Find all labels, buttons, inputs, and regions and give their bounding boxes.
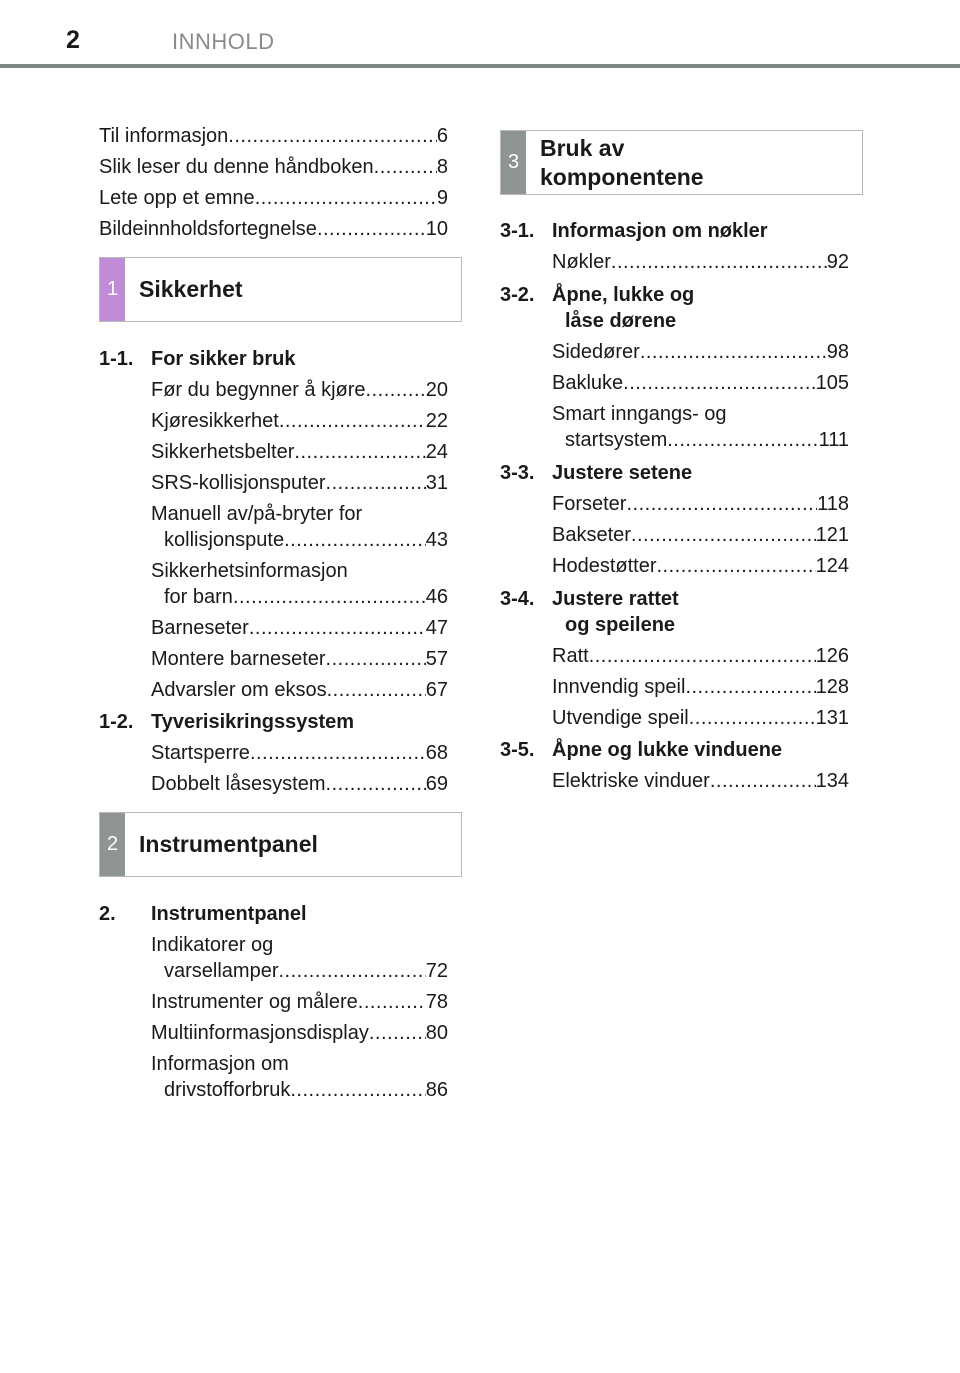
section-heading[interactable] (500, 218, 849, 244)
dot-leader (689, 705, 816, 731)
toc-entry[interactable] (552, 370, 849, 396)
chapter-number-stripe: 3 (501, 131, 526, 194)
toc-entry-text: Før du begynner å kjøre (151, 379, 366, 401)
toc-entry[interactable] (552, 491, 849, 517)
section-heading[interactable] (500, 460, 849, 486)
page-header (0, 0, 960, 68)
toc-entry[interactable] (151, 470, 448, 496)
toc-entry[interactable] (552, 522, 849, 548)
section-heading[interactable] (99, 346, 448, 372)
toc-entry-text: Sidedører (552, 341, 640, 363)
toc-entry-text-line1: Informasjon om (151, 1053, 289, 1075)
toc-entry[interactable] (552, 401, 849, 453)
dot-leader (656, 553, 815, 579)
chapter-title-line1: Bruk av (540, 134, 625, 161)
toc-entry[interactable] (151, 615, 448, 641)
toc-entry[interactable] (552, 674, 849, 700)
dot-leader (667, 427, 818, 453)
section-title-line2: og speilene (565, 614, 676, 636)
toc-entry[interactable] (99, 154, 448, 180)
toc-entry-text: Nøkler (552, 251, 611, 273)
toc-entry-page: 10 (425, 218, 448, 240)
toc-entry[interactable] (552, 643, 849, 669)
section-heading[interactable] (99, 901, 448, 927)
chapter-tab-2[interactable] (99, 812, 462, 877)
section-title: Informasjon om nøkler (552, 220, 768, 242)
toc-entry-page: 9 (436, 187, 448, 209)
toc-entry-page: 128 (815, 676, 849, 698)
toc-entry-text: Innvendig speil (552, 676, 686, 698)
toc-entry-page: 92 (826, 251, 849, 273)
toc-entry-page: 8 (436, 156, 448, 178)
toc-entry-page: 105 (815, 372, 849, 394)
page-number: 2 (66, 26, 80, 54)
chapter-tab-1[interactable] (99, 257, 462, 322)
dot-leader (228, 123, 437, 149)
toc-entry-page: 6 (436, 125, 448, 147)
toc-entry[interactable] (151, 677, 448, 703)
section-heading[interactable] (99, 709, 448, 735)
toc-entry-text: Advarsler om eksos (151, 679, 327, 701)
toc-entry[interactable] (151, 646, 448, 672)
section-title-line1: Justere rattet (552, 588, 679, 610)
dot-leader (249, 615, 426, 641)
chapter-title: Sikkerhet (139, 276, 243, 302)
chapter-number-stripe: 1 (100, 258, 125, 321)
section-number: 3-3. (500, 462, 535, 484)
dot-leader (366, 377, 426, 403)
section-heading[interactable] (500, 282, 849, 334)
toc-entry[interactable] (151, 932, 448, 984)
toc-entry-page: 57 (425, 648, 448, 670)
section-number: 1-2. (99, 711, 134, 733)
chapter-title-line2: komponentene (540, 163, 704, 190)
toc-entry[interactable] (151, 1020, 448, 1046)
dot-leader (623, 370, 815, 396)
section-number: 3-1. (500, 220, 535, 242)
toc-entry[interactable] (552, 339, 849, 365)
toc-entry[interactable] (552, 249, 849, 275)
dot-leader (326, 470, 426, 496)
toc-entry[interactable] (151, 501, 448, 553)
toc-entry-page: 111 (818, 429, 849, 451)
toc-entry[interactable] (151, 989, 448, 1015)
dot-leader (640, 339, 827, 365)
toc-entry-text: Til informasjon (99, 125, 229, 147)
toc-entry-text-line1: Manuell av/på-bryter for (151, 503, 363, 525)
section-title-line1: Åpne, lukke og (552, 284, 695, 306)
toc-entry[interactable] (99, 123, 448, 149)
toc-entry-page: 31 (425, 472, 448, 494)
toc-entry-page: 47 (425, 617, 448, 639)
dot-leader (255, 185, 437, 211)
toc-entry-page: 80 (425, 1022, 448, 1044)
section-heading[interactable] (500, 586, 849, 638)
toc-entry[interactable] (552, 768, 849, 794)
toc-entry-text: Bildeinnholdsfortegnelse (99, 218, 317, 240)
toc-entry-text: Bakluke (552, 372, 624, 394)
dot-leader (326, 646, 426, 672)
toc-entry-text: for barn (164, 586, 233, 608)
toc-entry[interactable] (99, 185, 448, 211)
dot-leader (374, 154, 437, 180)
toc-entry-page: 72 (425, 960, 448, 982)
toc-entry[interactable] (151, 1051, 448, 1103)
dot-leader (284, 527, 426, 553)
dot-leader (358, 989, 426, 1015)
dot-leader (369, 1020, 426, 1046)
dot-leader (317, 216, 426, 242)
toc-entry-text: Utvendige speil (552, 707, 689, 729)
section-heading[interactable] (500, 737, 849, 763)
dot-leader (250, 740, 426, 766)
toc-entry[interactable] (151, 771, 448, 797)
toc-entry-text-line1: Sikkerhetsinformasjon (151, 560, 348, 582)
toc-entry-text: kollisjonspute (164, 529, 285, 551)
toc-entry-text: Startsperre (151, 742, 250, 764)
toc-entry-page: 98 (826, 341, 849, 363)
dot-leader (626, 491, 817, 517)
dot-leader (327, 677, 426, 703)
toc-entry[interactable] (552, 553, 849, 579)
toc-entry[interactable] (151, 408, 448, 434)
section-title: For sikker bruk (151, 348, 296, 370)
dot-leader (290, 1077, 425, 1103)
toc-entry-text: Slik leser du denne håndboken (99, 156, 374, 178)
toc-entry-text: Lete opp et emne (99, 187, 255, 209)
dot-leader (278, 958, 425, 984)
toc-entry-text: drivstofforbruk (164, 1079, 291, 1101)
toc-entry-page: 68 (425, 742, 448, 764)
section-number: 3-4. (500, 588, 535, 610)
section-title-line2: låse dørene (565, 310, 677, 332)
toc-entry-page: 134 (815, 770, 849, 792)
section-title: Åpne og lukke vinduene (552, 739, 783, 761)
toc-entry-text: Dobbelt låsesystem (151, 773, 326, 795)
toc-entry-text: SRS-kollisjonsputer (151, 472, 326, 494)
toc-entry-text: Barneseter (151, 617, 249, 639)
toc-entry-page: 43 (425, 529, 448, 551)
dot-leader (710, 768, 816, 794)
toc-entry-text: Montere barneseter (151, 648, 326, 670)
toc-entry-page: 46 (425, 586, 448, 608)
section-title: Justere setene (552, 462, 693, 484)
toc-entry-text: Elektriske vinduer (552, 770, 710, 792)
toc-entry-text: Bakseter (552, 524, 631, 546)
section-title: Tyverisikringssystem (151, 711, 355, 733)
toc-entry-text: Multiinformasjonsdisplay (151, 1022, 369, 1044)
dot-leader (233, 584, 426, 610)
toc-entry[interactable] (99, 216, 448, 242)
toc-entry-page: 121 (815, 524, 849, 546)
toc-entry-page: 131 (815, 707, 849, 729)
toc-entry-text: Instrumenter og målere (151, 991, 358, 1013)
section-number: 2. (99, 903, 116, 925)
toc-entry-page: 118 (817, 493, 849, 515)
toc-entry-page: 78 (425, 991, 448, 1013)
section-number: 3-5. (500, 739, 535, 761)
toc-entry-text: Kjøresikkerhet (151, 410, 279, 432)
toc-entry-page: 20 (425, 379, 448, 401)
toc-entry-text: Ratt (552, 645, 589, 667)
toc-entry[interactable] (151, 558, 448, 610)
toc-entry-page: 69 (425, 773, 448, 795)
toc-entry-page: 124 (815, 555, 849, 577)
section-title: Instrumentpanel (151, 903, 307, 925)
toc-entry[interactable] (552, 705, 849, 731)
toc-entry-text-line1: Smart inngangs- og (552, 403, 727, 425)
chapter-number-stripe: 2 (100, 813, 125, 876)
dot-leader (279, 408, 426, 434)
toc-entry-text: startsystem (565, 429, 668, 451)
toc-entry-text-line1: Indikatorer og (151, 934, 274, 956)
header-title: INNHOLD (172, 29, 275, 54)
section-number: 1-1. (99, 348, 134, 370)
toc-entry-page: 67 (425, 679, 448, 701)
toc-entry[interactable] (151, 377, 448, 403)
toc-entry-text: Sikkerhetsbelter (151, 441, 295, 463)
chapter-tab-3[interactable] (500, 130, 863, 195)
section-number: 3-2. (500, 284, 535, 306)
toc-entry[interactable] (151, 740, 448, 766)
toc-entry-page: 22 (425, 410, 448, 432)
chapter-title: Instrumentpanel (139, 831, 318, 857)
toc-entry-text: Forseter (552, 493, 627, 515)
toc-entry-text: Hodestøtter (552, 555, 657, 577)
chapter-title (540, 131, 704, 194)
dot-leader (326, 771, 426, 797)
header-divider (0, 64, 960, 68)
toc-entry-page: 86 (425, 1079, 448, 1101)
dot-leader (631, 522, 816, 548)
toc-entry-page: 126 (815, 645, 849, 667)
dot-leader (611, 249, 827, 275)
toc-entry-text: varsellamper (164, 960, 279, 982)
toc-entry-page: 24 (425, 441, 448, 463)
dot-leader (589, 643, 816, 669)
dot-leader (685, 674, 815, 700)
toc-entry[interactable] (151, 439, 448, 465)
dot-leader (294, 439, 425, 465)
